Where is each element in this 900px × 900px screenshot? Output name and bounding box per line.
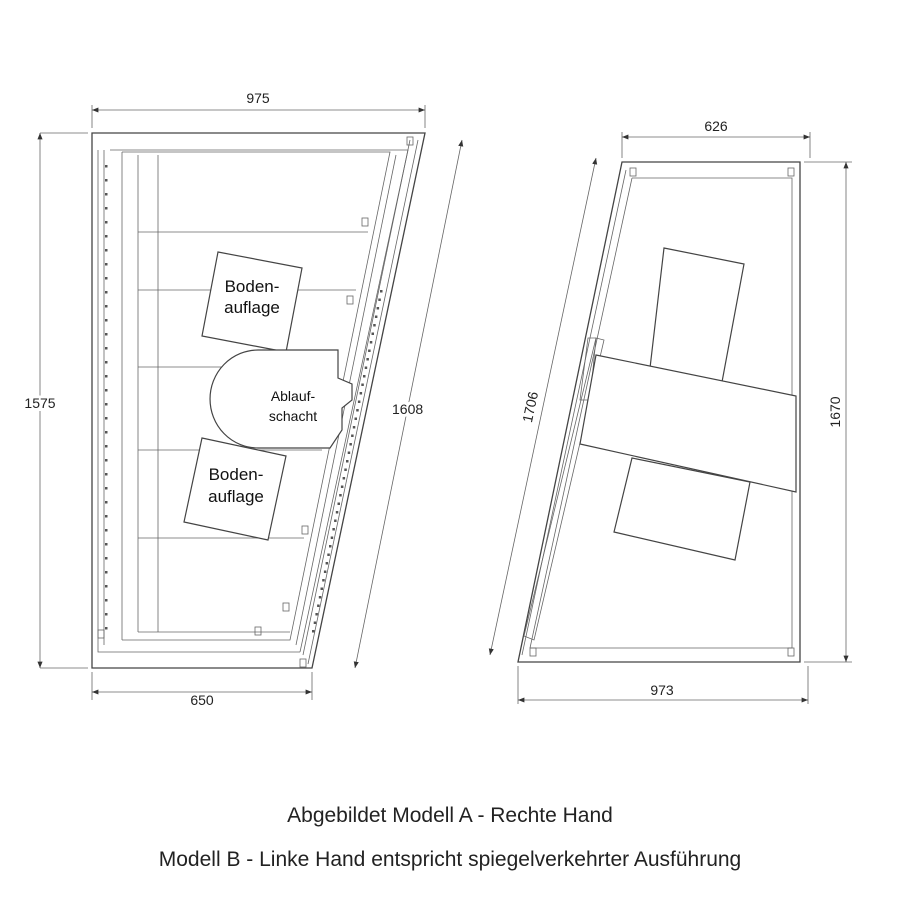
nozzle-dot xyxy=(105,515,108,518)
caption-line-2: Modell B - Linke Hand entspricht spiegelverkehrter Ausführung xyxy=(158,848,742,871)
nozzle-dot xyxy=(363,375,366,378)
nozzle-dot xyxy=(355,418,358,421)
nozzle-dot xyxy=(105,403,108,406)
nozzle-dot xyxy=(105,291,108,294)
nozzle-dot xyxy=(366,358,369,361)
nozzle-dot xyxy=(326,562,329,565)
nozzle-dot xyxy=(332,528,335,531)
nozzle-dot xyxy=(105,193,108,196)
nozzle-dot xyxy=(105,305,108,308)
nozzle-dot xyxy=(338,503,341,506)
nozzle-dot xyxy=(105,529,108,532)
nozzle-dot xyxy=(346,460,349,463)
nozzle-dot xyxy=(105,599,108,602)
nozzle-dot xyxy=(105,249,108,252)
nozzle-dot xyxy=(315,613,318,616)
nozzle-dot xyxy=(105,235,108,238)
nozzle-dot xyxy=(105,165,108,168)
nozzle-dot xyxy=(360,392,363,395)
nozzle-dot xyxy=(105,473,108,476)
right-dim-slant: 1706 xyxy=(519,390,542,424)
nozzle-dot xyxy=(341,486,344,489)
left-view xyxy=(24,90,462,708)
nozzle-dot xyxy=(336,511,339,514)
right-dim-top: 626 xyxy=(704,118,728,134)
drain-label-line-2: schacht xyxy=(268,408,318,424)
nozzle-dot xyxy=(351,435,354,438)
nozzle-dot xyxy=(105,431,108,434)
nozzle-dot xyxy=(331,537,334,540)
left-dim-slant: 1608 xyxy=(392,401,424,417)
left-dim-top: 975 xyxy=(246,90,270,106)
caption-line-1: Abgebildet Modell A - Rechte Hand xyxy=(287,804,613,827)
nozzle-dot xyxy=(353,426,356,429)
nozzle-dot xyxy=(322,579,325,582)
nozzle-dot xyxy=(377,307,380,310)
nozzle-dot xyxy=(105,501,108,504)
nozzle-dot xyxy=(372,333,375,336)
nozzle-dot xyxy=(321,588,324,591)
left-nozzle-row xyxy=(105,165,108,630)
nozzle-dot xyxy=(329,545,332,548)
nozzle-dot xyxy=(334,520,337,523)
nozzle-dot xyxy=(343,477,346,480)
nozzle-dot xyxy=(344,469,347,472)
nozzle-dot xyxy=(105,361,108,364)
plate-1-label-line-2: auflage xyxy=(224,298,280,317)
nozzle-dot xyxy=(358,401,361,404)
nozzle-dot xyxy=(105,389,108,392)
right-dim-bottom: 973 xyxy=(650,682,674,698)
upper-block xyxy=(650,248,744,382)
nozzle-dot xyxy=(105,571,108,574)
nozzle-dot xyxy=(105,263,108,266)
nozzle-dot xyxy=(314,622,317,625)
nozzle-dot xyxy=(105,179,108,182)
plate-1-label-line-1: Boden- xyxy=(224,277,280,296)
nozzle-dot xyxy=(312,630,315,633)
nozzle-dot xyxy=(105,627,108,630)
nozzle-dot xyxy=(368,350,371,353)
nozzle-dot xyxy=(105,333,108,336)
plate-2-label-line-2: auflage xyxy=(208,487,264,506)
nozzle-dot xyxy=(375,316,378,319)
right-dim-height: 1670 xyxy=(827,396,843,428)
nozzle-dot xyxy=(348,452,351,455)
right-view xyxy=(490,118,852,704)
nozzle-dot xyxy=(105,459,108,462)
nozzle-dot xyxy=(105,613,108,616)
nozzle-dot xyxy=(365,367,368,370)
nozzle-dot xyxy=(361,384,364,387)
nozzle-dot xyxy=(105,557,108,560)
nozzle-dot xyxy=(105,319,108,322)
nozzle-dot xyxy=(373,324,376,327)
nozzle-dot xyxy=(356,409,359,412)
drain-label-line-1: Ablauf- xyxy=(270,388,316,404)
left-dim-height: 1575 xyxy=(24,395,56,411)
nozzle-dot xyxy=(378,299,381,302)
nozzle-dot xyxy=(105,585,108,588)
nozzle-dot xyxy=(317,605,320,608)
nozzle-dot xyxy=(105,445,108,448)
nozzle-dot xyxy=(105,375,108,378)
nozzle-dot xyxy=(105,221,108,224)
nozzle-dot xyxy=(349,443,352,446)
nozzle-dot xyxy=(370,341,373,344)
nozzle-dot xyxy=(105,207,108,210)
nozzle-dot xyxy=(105,417,108,420)
nozzle-dot xyxy=(327,554,330,557)
nozzle-dot xyxy=(105,487,108,490)
nozzle-dot xyxy=(105,543,108,546)
nozzle-dot xyxy=(105,347,108,350)
nozzle-dot xyxy=(324,571,327,574)
slant-nozzle-row xyxy=(312,290,383,633)
nozzle-dot xyxy=(339,494,342,497)
plate-2-label-line-1: Boden- xyxy=(208,465,264,484)
left-dim-bottom: 650 xyxy=(190,692,214,708)
nozzle-dot xyxy=(319,596,322,599)
nozzle-dot xyxy=(380,290,383,293)
nozzle-dot xyxy=(105,277,108,280)
